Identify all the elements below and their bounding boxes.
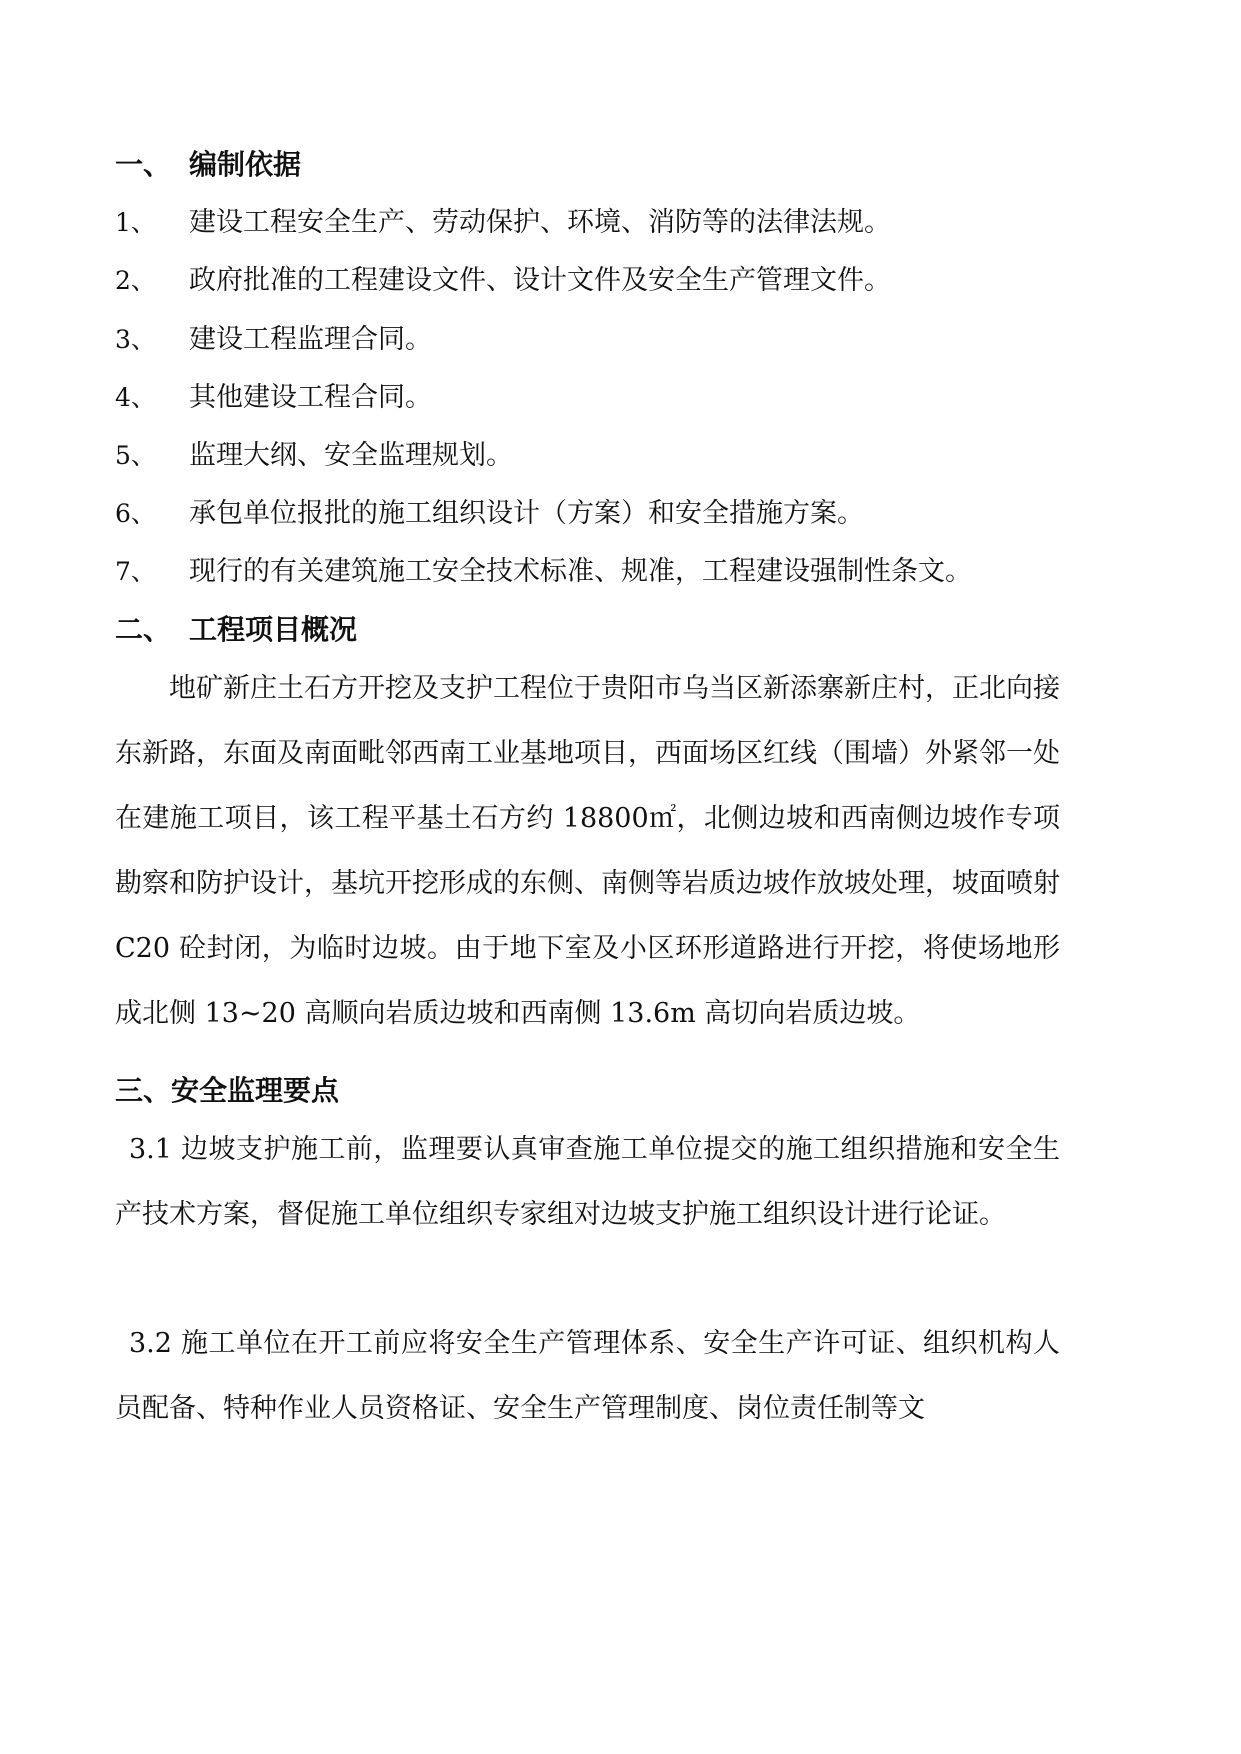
basis-item-2 bbox=[115, 263, 891, 299]
section2-heading bbox=[115, 612, 357, 648]
section2-heading-number: 二、 bbox=[115, 613, 172, 646]
section1-heading-number: 一、 bbox=[115, 148, 172, 181]
basis-item-1 bbox=[115, 205, 891, 241]
basis-item-7 bbox=[115, 554, 972, 590]
basis-item-number: 7、 bbox=[115, 557, 156, 586]
section2-heading-text: 工程项目概况 bbox=[189, 613, 358, 646]
basis-item-5 bbox=[115, 438, 513, 474]
basis-item-6 bbox=[115, 496, 864, 532]
basis-item-number: 2、 bbox=[115, 266, 156, 295]
basis-item-number: 3、 bbox=[115, 325, 156, 354]
basis-item-text: 建设工程监理合同。 bbox=[189, 324, 432, 355]
supervision-point-3-2: 3.2 施工单位在开工前应将安全生产管理体系、安全生产许可证、组织机构人员配备、特种作业人员资格证、安全生产管理制度、岗位责任制等文 bbox=[115, 1328, 1060, 1424]
basis-item-number: 5、 bbox=[115, 441, 156, 470]
basis-item-number: 1、 bbox=[115, 208, 156, 237]
section1-heading bbox=[115, 147, 301, 183]
basis-item-text: 现行的有关建筑施工安全技术标准、规准，工程建设强制性条文。 bbox=[189, 556, 972, 587]
section3-heading: 三、安全监理要点 bbox=[115, 1074, 340, 1107]
supervision-point-3-1: 3.1 边坡支护施工前，监理要认真审查施工单位提交的施工组织措施和安全生产技术方案，督促施工单位组织专家组对边坡支护施工组织设计进行论证。 bbox=[115, 1134, 1060, 1230]
basis-item-text: 承包单位报批的施工组织设计（方案）和安全措施方案。 bbox=[189, 498, 864, 529]
basis-item-text: 建设工程安全生产、劳动保护、环境、消防等的法律法规。 bbox=[189, 207, 891, 238]
basis-item-text: 监理大纲、安全监理规划。 bbox=[189, 440, 513, 471]
basis-item-text: 政府批准的工程建设文件、设计文件及安全生产管理文件。 bbox=[189, 265, 891, 296]
basis-item-4 bbox=[115, 380, 432, 416]
basis-item-text: 其他建设工程合同。 bbox=[189, 382, 432, 413]
basis-item-number: 6、 bbox=[115, 499, 156, 528]
section1-heading-text: 编制依据 bbox=[189, 148, 302, 181]
project-overview-paragraph: 地矿新庄土石方开挖及支护工程位于贵阳市乌当区新添寨新庄村，正北向接东新路，东面及南面毗邻西南工业基地项目，西面场区红线（围墙）外紧邻一处在建施工项目，该工程平基土石方约 18800㎡，北侧边坡和西南侧边坡作专项勘察和防护设计，基坑开挖形成的东侧、南侧等岩质边坡作放坡处理，坡面喷射 C20 砼封闭，为临时边坡。由于地下室及小区环形道路进行开挖，将使场地形成北侧 13~20 高顺向岩质边坡和西南侧 13.6m 高切向岩质边坡。 bbox=[115, 673, 1060, 1029]
basis-item-number: 4、 bbox=[115, 383, 156, 412]
basis-item-3 bbox=[115, 322, 432, 358]
